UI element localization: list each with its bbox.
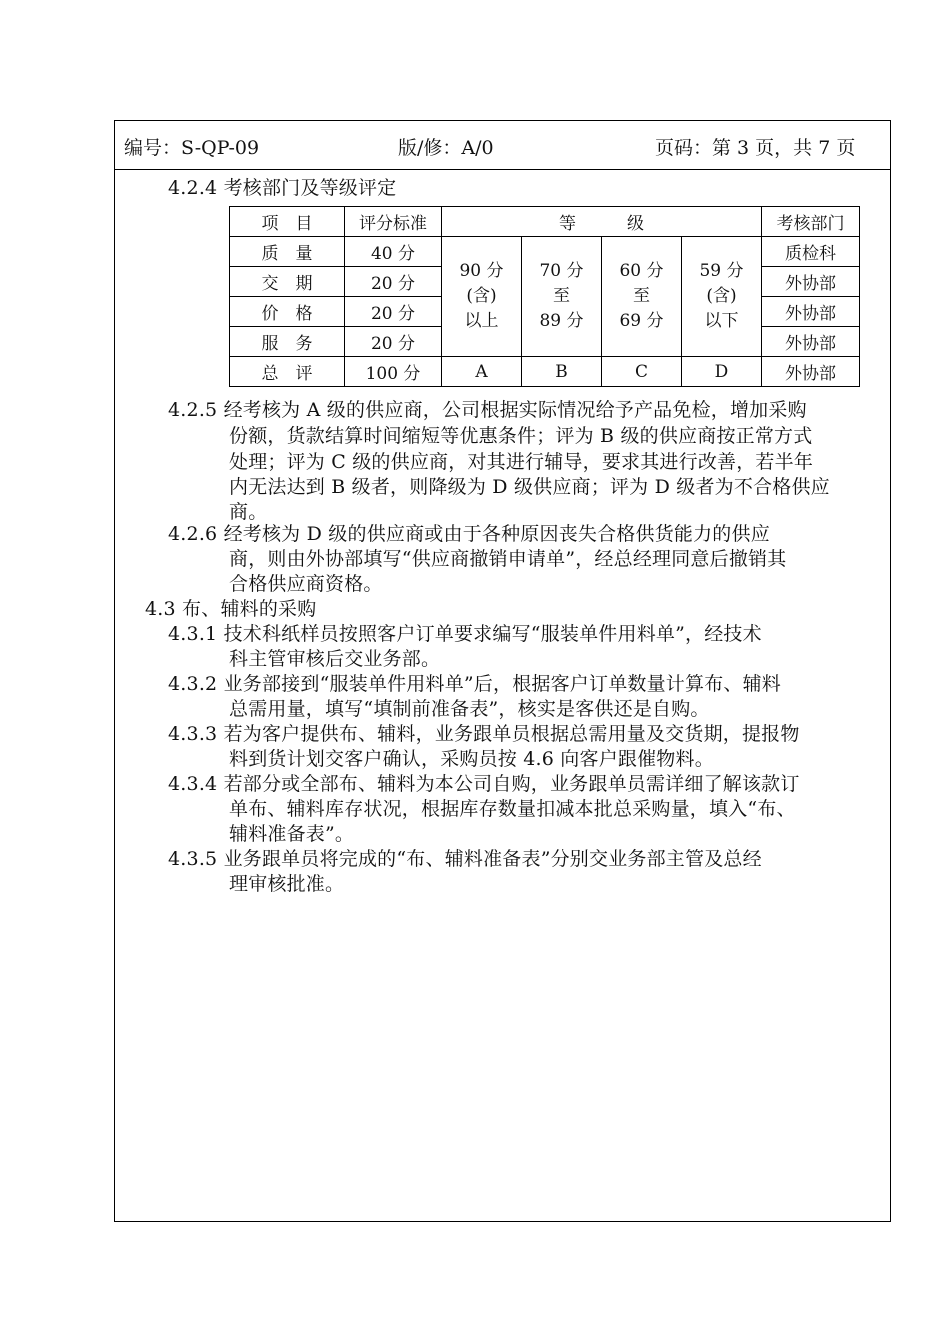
paragraph-line: 商，则由外协部填写“供应商撤销申请单”，经总经理同意后撤销其 xyxy=(229,548,787,570)
row-score: 20 分 xyxy=(345,267,442,297)
total-item: 总 评 xyxy=(230,357,345,387)
row-item: 交 期 xyxy=(230,267,345,297)
row-dept: 外协部 xyxy=(762,267,860,297)
header-grade: 等 级 xyxy=(442,207,762,237)
row-score: 20 分 xyxy=(345,327,442,357)
total-score: 100 分 xyxy=(345,357,442,387)
row-dept: 外协部 xyxy=(762,297,860,327)
range-text: 60 分 xyxy=(619,261,664,281)
range-text: 70 分 xyxy=(539,261,584,281)
paragraph-line: 份额，货款结算时间缩短等优惠条件；评为 B 级的供应商按正常方式 xyxy=(229,425,813,447)
paragraph-line: 合格供应商资格。 xyxy=(229,573,383,595)
paragraph-line: 4.3.4 若部分或全部布、辅料为本公司自购，业务跟单员需详细了解该款订 xyxy=(168,773,800,795)
row-item: 价 格 xyxy=(230,297,345,327)
header-score: 评分标准 xyxy=(345,207,442,237)
document-code: 编号：S-QP-09 xyxy=(124,137,260,159)
paragraph-line: 商。 xyxy=(229,501,268,523)
range-text: (含) xyxy=(706,286,737,306)
grade-range-a xyxy=(442,237,522,357)
range-text: 以上 xyxy=(464,311,499,331)
paragraph-line: 4.3.1 技术科纸样员按照客户订单要求编写“服装单件用料单”，经技术 xyxy=(168,623,762,645)
row-score: 20 分 xyxy=(345,297,442,327)
paragraph-line: 处理；评为 C 级的供应商，对其进行辅导，要求其进行改善，若半年 xyxy=(229,451,814,473)
page-number: 页码：第 3 页，共 7 页 xyxy=(655,137,856,159)
range-text: 以下 xyxy=(704,311,739,331)
total-dept: 外协部 xyxy=(762,357,860,387)
table-total-row xyxy=(230,357,860,387)
range-text: 69 分 xyxy=(619,311,664,331)
paragraph-line: 4.3.2 业务部接到“服装单件用料单”后，根据客户订单数量计算布、辅料 xyxy=(168,673,782,695)
paragraph-line: 4.3.5 业务跟单员将完成的“布、辅料准备表”分别交业务部主管及总经 xyxy=(168,848,762,870)
paragraph-line: 科主管审核后交业务部。 xyxy=(229,648,441,670)
paragraph-line: 4.2.6 经考核为 D 级的供应商或由于各种原因丧失合格供货能力的供应 xyxy=(168,523,770,545)
header-dept: 考核部门 xyxy=(762,207,860,237)
row-dept: 外协部 xyxy=(762,327,860,357)
grade-range-d xyxy=(682,237,762,357)
paragraph-line: 辅料准备表”。 xyxy=(229,823,355,845)
header-item: 项 目 xyxy=(230,207,345,237)
paragraph-line: 理审核批准。 xyxy=(229,873,345,895)
paragraph-line: 4.3.3 若为客户提供布、辅料，业务跟单员根据总需用量及交货期，提报物 xyxy=(168,723,800,745)
row-item: 服 务 xyxy=(230,327,345,357)
grade-a: A xyxy=(442,357,522,387)
range-text: 至 xyxy=(553,286,570,306)
range-text: 90 分 xyxy=(459,261,504,281)
table-row xyxy=(230,237,860,267)
grade-b: B xyxy=(522,357,602,387)
document-revision: 版/修：A/0 xyxy=(398,137,494,159)
range-text: 89 分 xyxy=(539,311,584,331)
grade-range-b xyxy=(522,237,602,357)
section-title-4-3: 4.3 布、辅料的采购 xyxy=(145,598,317,620)
document-header xyxy=(114,120,891,170)
section-title-4-2-4: 4.2.4 考核部门及等级评定 xyxy=(168,177,397,199)
table-header-row xyxy=(230,207,860,237)
range-text: 至 xyxy=(633,286,650,306)
grade-table xyxy=(229,206,860,387)
row-item: 质 量 xyxy=(230,237,345,267)
row-dept: 质检科 xyxy=(762,237,860,267)
paragraph-line: 内无法达到 B 级者，则降级为 D 级供应商；评为 D 级者为不合格供应 xyxy=(229,476,830,498)
row-score: 40 分 xyxy=(345,237,442,267)
range-text: (含) xyxy=(466,286,497,306)
paragraph-line: 4.2.5 经考核为 A 级的供应商，公司根据实际情况给予产品免检，增加采购 xyxy=(168,399,807,421)
paragraph-line: 料到货计划交客户确认，采购员按 4.6 向客户跟催物料。 xyxy=(229,748,714,770)
grade-c: C xyxy=(602,357,682,387)
range-text: 59 分 xyxy=(699,261,744,281)
grade-d: D xyxy=(682,357,762,387)
grade-range-c xyxy=(602,237,682,357)
paragraph-line: 总需用量，填写“填制前准备表”，核实是客供还是自购。 xyxy=(229,698,710,720)
paragraph-line: 单布、辅料库存状况，根据库存数量扣减本批总采购量，填入“布、 xyxy=(229,798,796,820)
